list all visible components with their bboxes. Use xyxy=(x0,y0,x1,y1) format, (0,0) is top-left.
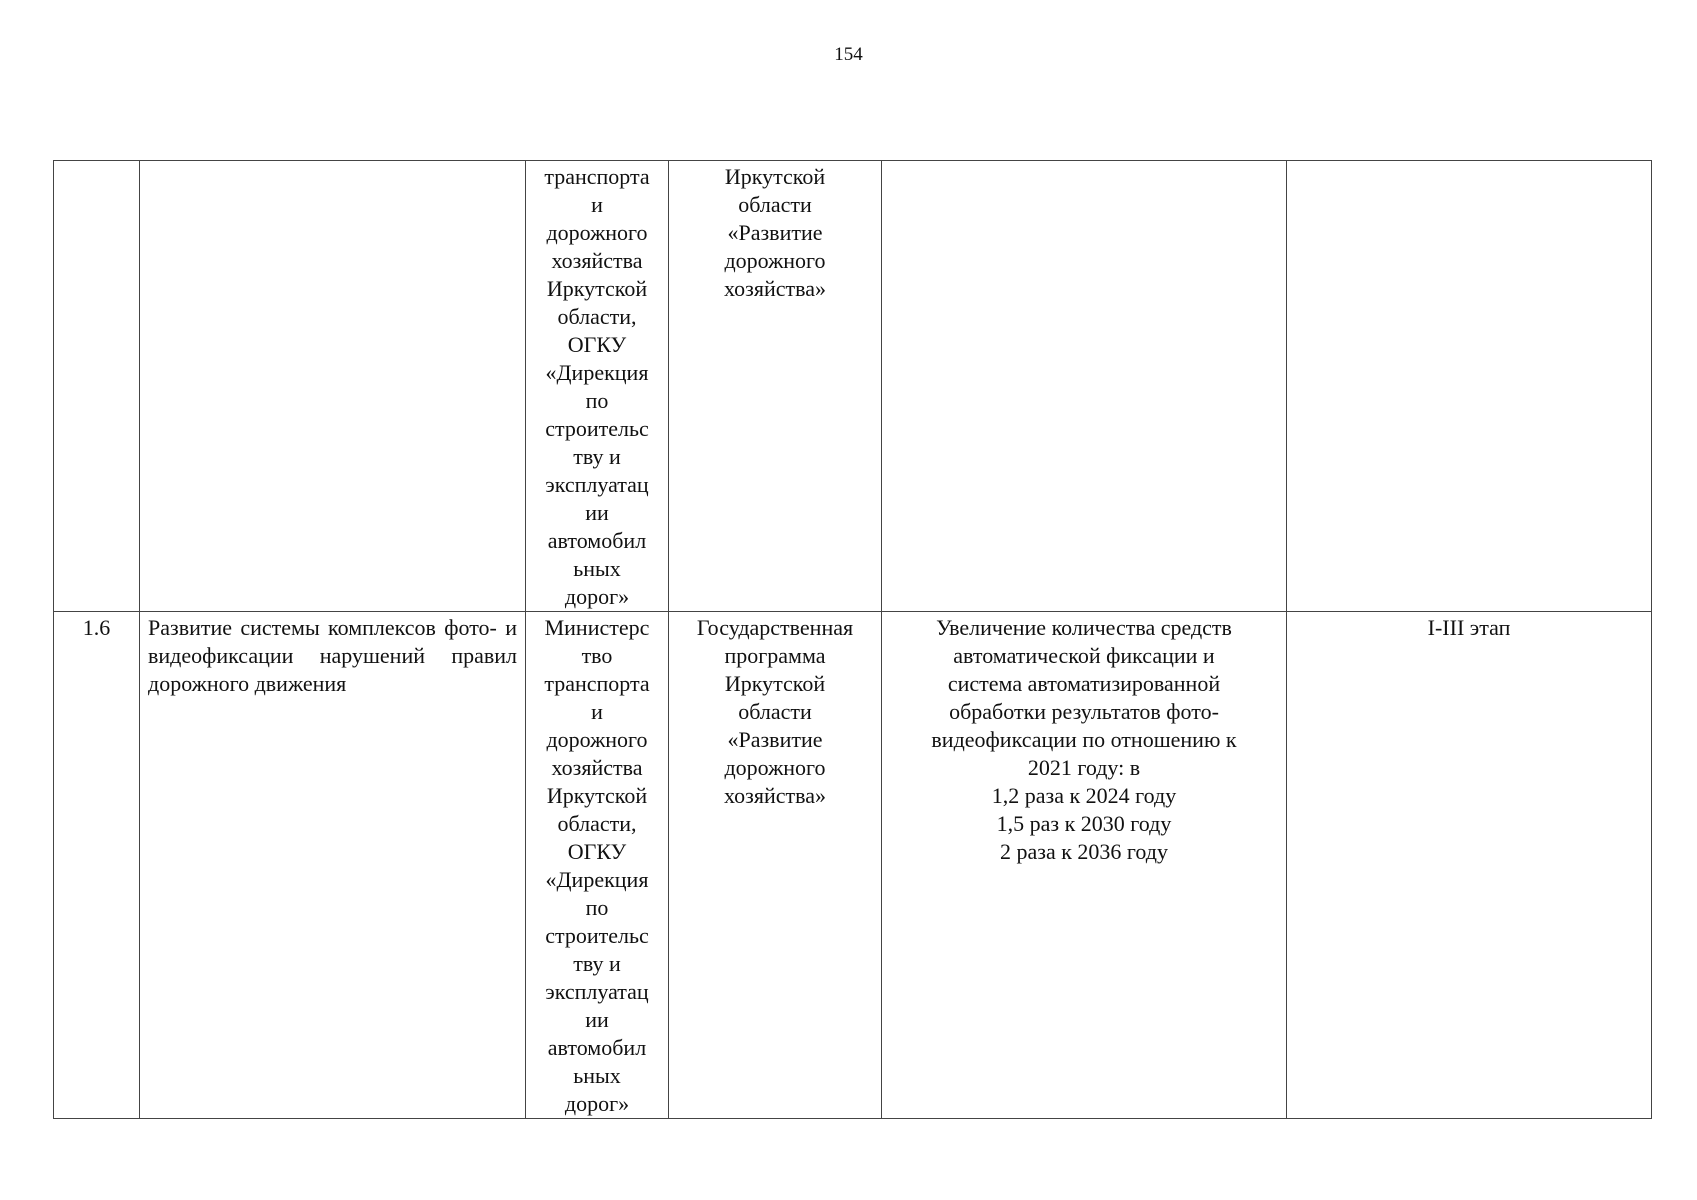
program-line: области xyxy=(738,192,812,217)
executor-line: области, xyxy=(557,304,637,329)
executor-line: дорожного xyxy=(546,727,648,752)
executor-line: Министерс xyxy=(544,615,650,640)
program-line: «Развитие xyxy=(727,727,823,752)
program-line: дорожного xyxy=(724,248,826,273)
cell-measure-name: Развитие системы комплексов фото- и видеофиксации нарушений правил дорожного движения xyxy=(140,612,526,1119)
result-line: 1,2 раза к 2024 году xyxy=(991,783,1177,808)
executor-line: Иркутской xyxy=(546,276,648,301)
table-row xyxy=(54,612,1652,1119)
cell-executor xyxy=(526,612,669,1119)
cell-measure-name xyxy=(140,161,526,612)
cell-number: 1.6 xyxy=(54,612,140,1119)
result-line: 2021 году: в xyxy=(1027,755,1141,780)
executor-line: по xyxy=(585,388,609,413)
result-line: Увеличение количества средств xyxy=(936,615,1232,640)
cell-executor xyxy=(526,161,669,612)
executor-line: «Дирекция xyxy=(545,360,649,385)
result-line: 2 раза к 2036 году xyxy=(1000,839,1168,864)
table-row xyxy=(54,161,1652,612)
executor-line: ьных xyxy=(573,1063,621,1088)
page-number: 154 xyxy=(834,44,863,65)
executor-line: ОГКУ xyxy=(567,839,627,864)
program-line: Иркутской xyxy=(724,164,826,189)
result-line: система автоматизированной xyxy=(947,671,1221,696)
result-line: видеофиксации по отношению к xyxy=(931,727,1237,752)
program-line: «Развитие xyxy=(727,220,823,245)
executor-line: и xyxy=(591,192,603,217)
result-line: автоматической фиксации и xyxy=(953,643,1215,668)
executor-line: дорог» xyxy=(564,1091,630,1116)
executor-line: строительс xyxy=(545,923,649,948)
executor-line: автомобил xyxy=(547,528,647,553)
executor-line: Иркутской xyxy=(546,783,648,808)
cell-program xyxy=(669,161,882,612)
program-line: хозяйства» xyxy=(724,783,826,808)
executor-line: эксплуатац xyxy=(545,472,649,497)
executor-line: ии xyxy=(585,1007,609,1032)
executor-line: тво xyxy=(581,643,613,668)
executor-line: дорожного xyxy=(546,220,648,245)
program-line: области xyxy=(738,699,812,724)
result-line: 1,5 раз к 2030 году xyxy=(996,811,1172,836)
executor-line: хозяйства xyxy=(551,755,643,780)
program-line: Иркутской xyxy=(724,671,826,696)
cell-expected-result xyxy=(882,612,1287,1119)
executor-line: и xyxy=(591,699,603,724)
executor-line: хозяйства xyxy=(551,248,643,273)
executor-line: «Дирекция xyxy=(545,867,649,892)
executor-line: автомобил xyxy=(547,1035,647,1060)
program-line: хозяйства» xyxy=(724,276,826,301)
executor-line: по xyxy=(585,895,609,920)
cell-expected-result xyxy=(882,161,1287,612)
executor-line: транспорта xyxy=(544,164,650,189)
executor-line: области, xyxy=(557,811,637,836)
executor-line: ОГКУ xyxy=(567,332,627,357)
executor-line: строительс xyxy=(545,416,649,441)
executor-line: эксплуатац xyxy=(545,979,649,1004)
executor-line: ьных xyxy=(573,556,621,581)
cell-number xyxy=(54,161,140,612)
executor-line: тву и xyxy=(573,444,621,469)
program-line: программа xyxy=(724,643,826,668)
executor-line: транспорта xyxy=(544,671,650,696)
cell-program xyxy=(669,612,882,1119)
result-line: обработки результатов фото- xyxy=(949,699,1219,724)
executor-line: ии xyxy=(585,500,609,525)
program-line: Государственная xyxy=(696,615,854,640)
executor-line: тву и xyxy=(573,951,621,976)
program-line: дорожного xyxy=(724,755,826,780)
measures-table xyxy=(53,160,1652,1119)
executor-line: дорог» xyxy=(564,584,630,609)
cell-stage xyxy=(1287,161,1652,612)
cell-stage: I-III этап xyxy=(1287,612,1652,1119)
